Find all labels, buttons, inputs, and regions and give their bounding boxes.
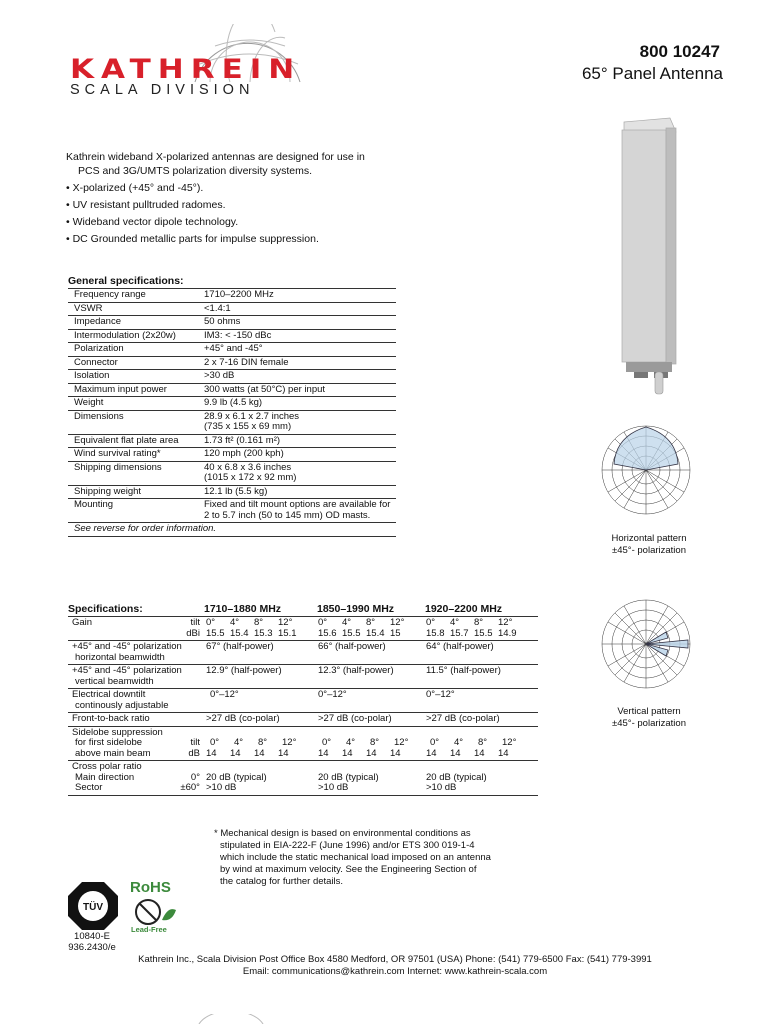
- downtilt-value: 0°–12°: [318, 689, 426, 713]
- antenna-photo: [610, 110, 685, 400]
- tilt-label: tilt: [190, 617, 200, 628]
- mechanical-note: [214, 828, 494, 888]
- spec-value: 9.9 lb (4.5 kg): [198, 397, 396, 411]
- row-label: +45° and -45° polarization horizontal beamwidth: [68, 641, 206, 665]
- caption-line: ±45°- polarization: [612, 545, 686, 556]
- hbw-value: 64° (half-power): [426, 641, 538, 665]
- table-row: [68, 641, 538, 665]
- table-row: [68, 356, 396, 370]
- cross-cell: 20 dB (typical) >10 dB: [206, 761, 318, 796]
- intro-line: PCS and 3G/UMTS polarization diversity systems.: [78, 165, 312, 177]
- spec-value: +45° and -45°: [198, 343, 396, 357]
- spec-key: VSWR: [68, 302, 198, 316]
- downtilt-value: 0°–12°: [426, 689, 538, 713]
- vbw-value: 11.5° (half-power): [426, 665, 538, 689]
- spec-value: 1.73 ft² (0.161 m²): [198, 434, 396, 448]
- cert-codes: [62, 931, 122, 953]
- row-label: Front-to-back ratio: [68, 713, 206, 727]
- ftb-value: >27 dB (co-polar): [206, 713, 318, 727]
- cross-cell: 20 dB (typical) >10 dB: [318, 761, 426, 796]
- note-line: which include the static mechanical load imposed on an antenna: [220, 852, 491, 863]
- feature-bullet: • UV resistant pulltruded radomes.: [66, 199, 226, 211]
- lead-free-label: Lead-Free: [131, 925, 167, 934]
- note-line: by wind at maximum velocity. See the Engineering Section of: [220, 864, 477, 875]
- spec-key: Weight: [68, 397, 198, 411]
- feature-bullet: • DC Grounded metallic parts for impulse suppression.: [66, 233, 319, 245]
- spec-key: Intermodulation (2x20w): [68, 329, 198, 343]
- table-row: [68, 329, 396, 343]
- table-row: [68, 665, 538, 689]
- spec-key: Connector: [68, 356, 198, 370]
- spec-value: IM3: < -150 dBc: [198, 329, 396, 343]
- spec-key: Shipping dimensions: [68, 461, 198, 485]
- row-label: Electrical downtilt continously adjustable: [68, 689, 206, 713]
- note-line: * Mechanical design is based on environmental conditions as: [214, 828, 471, 839]
- band-header: 1710–1880 MHz: [204, 603, 282, 615]
- general-specs-table: [68, 288, 396, 537]
- spec-value: 50 ohms: [198, 316, 396, 330]
- spec-value-line: (1015 x 172 x 92 mm): [204, 472, 297, 483]
- spec-key: Maximum input power: [68, 383, 198, 397]
- row-label: +45° and -45° polarization vertical beamwidth: [68, 665, 206, 689]
- table-row: [68, 523, 396, 537]
- footer-address: Kathrein Inc., Scala Division Post Office Box 4580 Medford, OR 97501 (USA) Phone: (541) 779-6500 Fax: (541) 779-3991: [138, 954, 652, 965]
- gain-cell: 0° 4° 8° 12° 15.6 15.5 15.4 15: [318, 617, 426, 641]
- rohs-label: RoHS: [130, 879, 171, 896]
- vbw-value: 12.3° (half-power): [318, 665, 426, 689]
- spec-key: Isolation: [68, 370, 198, 384]
- table-row: [68, 726, 538, 761]
- feature-bullet: • X-polarized (+45° and -45°).: [66, 182, 204, 194]
- cert-code: 10840-E: [74, 931, 110, 942]
- specs-table: [68, 616, 538, 796]
- vertical-pattern-caption: [596, 706, 702, 730]
- specs-title: Specifications:: [68, 603, 143, 615]
- spec-key: Wind survival rating*: [68, 448, 198, 462]
- note-line: the catalog for further details.: [220, 876, 344, 887]
- cert-code: 936.2430/e: [68, 942, 116, 953]
- caption-line: ±45°- polarization: [612, 718, 686, 729]
- product-name: 65° Panel Antenna: [581, 64, 723, 83]
- tuv-text: TÜV: [83, 902, 103, 913]
- spec-key: Dimensions: [68, 410, 198, 434]
- spec-value: [198, 410, 396, 434]
- tuv-cert-logo: [66, 880, 120, 932]
- spec-value: 1710–2200 MHz: [198, 289, 396, 303]
- spec-value: <1.4:1: [198, 302, 396, 316]
- table-row: [68, 383, 396, 397]
- order-note: See reverse for order information.: [68, 523, 396, 537]
- table-row: [68, 434, 396, 448]
- hbw-value: 66° (half-power): [318, 641, 426, 665]
- table-row: [68, 343, 396, 357]
- spec-key: Mounting: [68, 499, 198, 523]
- row-label: [68, 617, 206, 641]
- row-label: Sidelobe suppression for first sidelobe tilt above main beam dB: [68, 726, 206, 761]
- spec-value-line: 28.9 x 6.1 x 2.7 inches: [204, 410, 300, 422]
- general-specs-title: General specifications:: [68, 275, 184, 287]
- band-header: 1850–1990 MHz: [317, 603, 395, 615]
- table-row: [68, 410, 396, 434]
- bottom-logo-fragment: [196, 1014, 266, 1024]
- ftb-value: >27 dB (co-polar): [426, 713, 538, 727]
- table-row: [68, 461, 396, 485]
- horizontal-pattern-caption: [596, 533, 702, 557]
- table-row: [68, 370, 396, 384]
- note-line: stipulated in EIA-222-F (June 1996) and/or ETS 300 019-1-4: [220, 840, 475, 851]
- row-label: Cross polar ratio Main direction 0° Sector ±60°: [68, 761, 206, 796]
- product-number: 800 10247: [639, 42, 720, 61]
- table-row: [68, 397, 396, 411]
- vbw-value: 12.9° (half-power): [206, 665, 318, 689]
- spec-value: [198, 499, 396, 523]
- horizontal-pattern-plot: [596, 420, 696, 520]
- footer: [40, 954, 750, 978]
- cross-cell: 20 dB (typical) >10 dB: [426, 761, 538, 796]
- spec-key: Shipping weight: [68, 485, 198, 499]
- spec-key: Frequency range: [68, 289, 198, 303]
- spec-value-line: (735 x 155 x 69 mm): [204, 421, 292, 432]
- table-row: [68, 289, 396, 303]
- table-row: [68, 302, 396, 316]
- spec-value-line: Fixed and tilt mount options are available for: [204, 499, 391, 510]
- table-row: [68, 485, 396, 499]
- caption-line: Vertical pattern: [617, 706, 681, 717]
- downtilt-value: 0°–12°: [206, 689, 318, 713]
- spec-value: 12.1 lb (5.5 kg): [198, 485, 396, 499]
- footer-contact: Email: communications@kathrein.com Internet: www.kathrein-scala.com: [242, 966, 548, 977]
- intro-text: [66, 150, 406, 249]
- gain-cell: 0° 4° 8° 12° 15.5 15.4 15.3 15.1: [206, 617, 318, 641]
- spec-key: Impedance: [68, 316, 198, 330]
- spec-value: 2 x 7-16 DIN female: [198, 356, 396, 370]
- caption-line: Horizontal pattern: [611, 533, 687, 544]
- spec-key: Equivalent flat plate area: [68, 434, 198, 448]
- spec-value: [198, 461, 396, 485]
- spec-value: 300 watts (at 50°C) per input: [198, 383, 396, 397]
- table-row: [68, 617, 538, 641]
- gain-label: Gain: [72, 617, 93, 628]
- table-row: [68, 448, 396, 462]
- spec-value-line: 40 x 6.8 x 3.6 inches: [204, 461, 292, 473]
- spec-value: 120 mph (200 kph): [198, 448, 396, 462]
- table-row: [68, 689, 538, 713]
- ftb-value: >27 dB (co-polar): [318, 713, 426, 727]
- table-row: [68, 316, 396, 330]
- gain-cell: 0° 4° 8° 12° 15.8 15.7 15.5 14.9: [426, 617, 538, 641]
- sidelobe-cell: 0° 4° 8° 12° 14 14 14 14: [206, 726, 318, 761]
- hbw-value: 67° (half-power): [206, 641, 318, 665]
- band-header: 1920–2200 MHz: [425, 603, 503, 615]
- vertical-pattern-plot: [596, 594, 696, 694]
- dbi-label: dBi: [186, 627, 200, 639]
- logo-division: SCALA DIVISION: [70, 82, 255, 98]
- logo-wordmark: KATHREIN: [70, 54, 302, 85]
- table-row: [68, 713, 538, 727]
- sidelobe-cell: 0° 4° 8° 12° 14 14 14 14: [318, 726, 426, 761]
- intro-line: Kathrein wideband X-polarized antennas are designed for use in: [66, 151, 365, 163]
- table-row: [68, 761, 538, 796]
- feature-bullet: • Wideband vector dipole technology.: [66, 216, 239, 228]
- spec-value: >30 dB: [198, 370, 396, 384]
- table-row: [68, 499, 396, 523]
- sidelobe-cell: 0° 4° 8° 12° 14 14 14 14: [426, 726, 538, 761]
- spec-key: Polarization: [68, 343, 198, 357]
- spec-value-line: 2 to 5.7 inch (50 to 145 mm) OD masts.: [204, 509, 371, 521]
